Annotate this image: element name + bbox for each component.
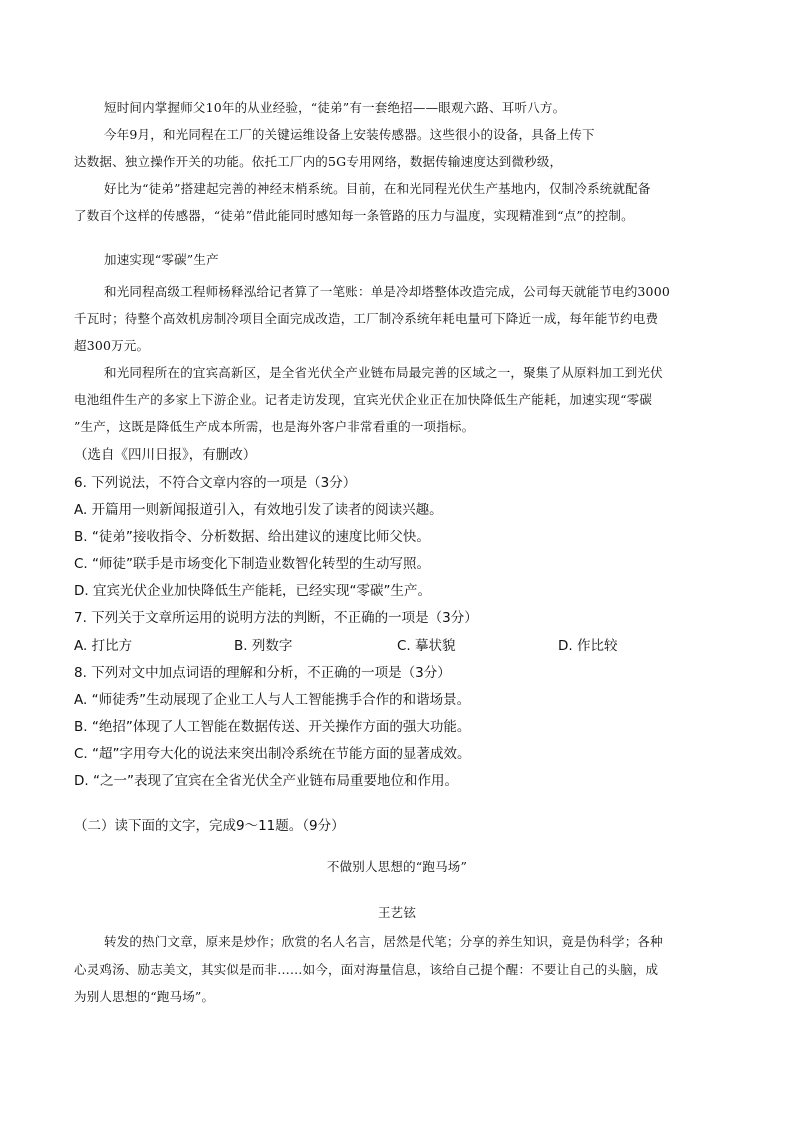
question-7-option-b: B. 列数字 xyxy=(234,638,293,654)
passage-line: 和光同程高级工程师杨释泓给记者算了一笔账：单是冷却塔整体改造完成，公司每天就能节电约3000 xyxy=(104,284,671,299)
question-6-option-b: B. “徒弟”接收指令、分析数据、给出建议的速度比师父快。 xyxy=(74,529,430,545)
passage-line: 电池组件生产的多家上下游企业。记者走访发现，宜宾光伏企业正在加快降低生产能耗，加速实现“零碳 xyxy=(74,392,653,407)
question-8-option-d: D. “之一”表现了宜宾在全省光伏全产业链布局重要地位和作用。 xyxy=(74,773,458,789)
question-6-option-c: C. “师徒”联手是市场变化下制造业数智化转型的生动写照。 xyxy=(74,556,430,572)
article-line: 转发的热门文章，原来是炒作；欣赏的名人名言，居然是代笔；分享的养生知识，竟是伪科学；各种 xyxy=(104,934,663,949)
article-line: 心灵鸡汤、励志美文，其实似是而非……如今，面对海量信息，该给自己提个醒：不要让自己的头脑，成 xyxy=(74,962,659,977)
article-author: 王艺铉 xyxy=(377,905,417,920)
passage-line: 短时间内掌握师父10年的从业经验，“徒弟”有一套绝招——眼观六路、耳听八方。 xyxy=(104,100,566,115)
section-2-heading: （二）读下面的文字，完成9～11题。（9分） xyxy=(74,818,345,834)
question-6-stem: 6. 下列说法，不符合文章内容的一项是（3分） xyxy=(74,475,357,491)
question-8-option-b: B. “绝招”体现了人工智能在数据传送、开关操作方面的强大功能。 xyxy=(74,719,471,735)
passage-line: 超300万元。 xyxy=(74,338,150,353)
question-8-option-a: A. “师徒秀”生动展现了企业工人与人工智能携手合作的和谐场景。 xyxy=(74,692,471,708)
passage-line: 和光同程所在的宜宾高新区，是全省光伏全产业链布局最完善的区域之一，聚集了从原料加工到光伏 xyxy=(104,365,663,380)
question-8-stem: 8. 下列对文中加点词语的理解和分析，不正确的一项是（3分） xyxy=(74,665,451,681)
question-7-option-a: A. 打比方 xyxy=(74,638,133,654)
question-6-option-d: D. 宜宾光伏企业加快降低生产能耗，已经实现“零碳”生产。 xyxy=(74,583,431,599)
article-line: 为别人思想的“跑马场”。 xyxy=(74,989,215,1004)
passage-line: 达数据、独立操作开关的功能。依托工厂内的5G专用网络，数据传输速度达到微秒级， xyxy=(74,154,563,169)
question-8-option-c: C. “超”字用夸大化的说法来突出制冷系统在节能方面的显著成效。 xyxy=(74,746,471,762)
passage-line: 今年9月，和光同程在工厂的关键运维设备上安装传感器。这些很小的设备，具备上传下 xyxy=(104,127,595,142)
question-7-option-d: D. 作比较 xyxy=(558,638,618,654)
question-7-stem: 7. 下列关于文章所运用的说明方法的判断，不正确的一项是（3分） xyxy=(74,610,478,626)
passage-line: 好比为“徒弟”搭建起完善的神经末梢系统。目前，在和光同程光伏生产基地内，仅制冷系统就配备 xyxy=(104,181,651,196)
passage-line: 千瓦时；待整个高效机房制冷项目全面完成改造，工厂制冷系统年耗电量可下降近一成，每年能节约电费 xyxy=(74,311,659,326)
question-7-option-c: C. 摹状貌 xyxy=(397,638,456,654)
article-title: 不做别人思想的“跑马场” xyxy=(326,859,468,874)
passage-subheading: 加速实现“零碳”生产 xyxy=(104,252,219,267)
source-note: （选自《四川日报》，有删改） xyxy=(74,447,257,463)
passage-line: ”生产，这既是降低生产成本所需，也是海外客户非常看重的一项指标。 xyxy=(74,419,475,434)
question-6-option-a: A. 开篇用一则新闻报道引入，有效地引发了读者的阅读兴趣。 xyxy=(74,502,443,518)
passage-line: 了数百个这样的传感器，“徒弟”借此能同时感知每一条管路的压力与温度，实现精准到“点”的控制。 xyxy=(74,208,634,223)
